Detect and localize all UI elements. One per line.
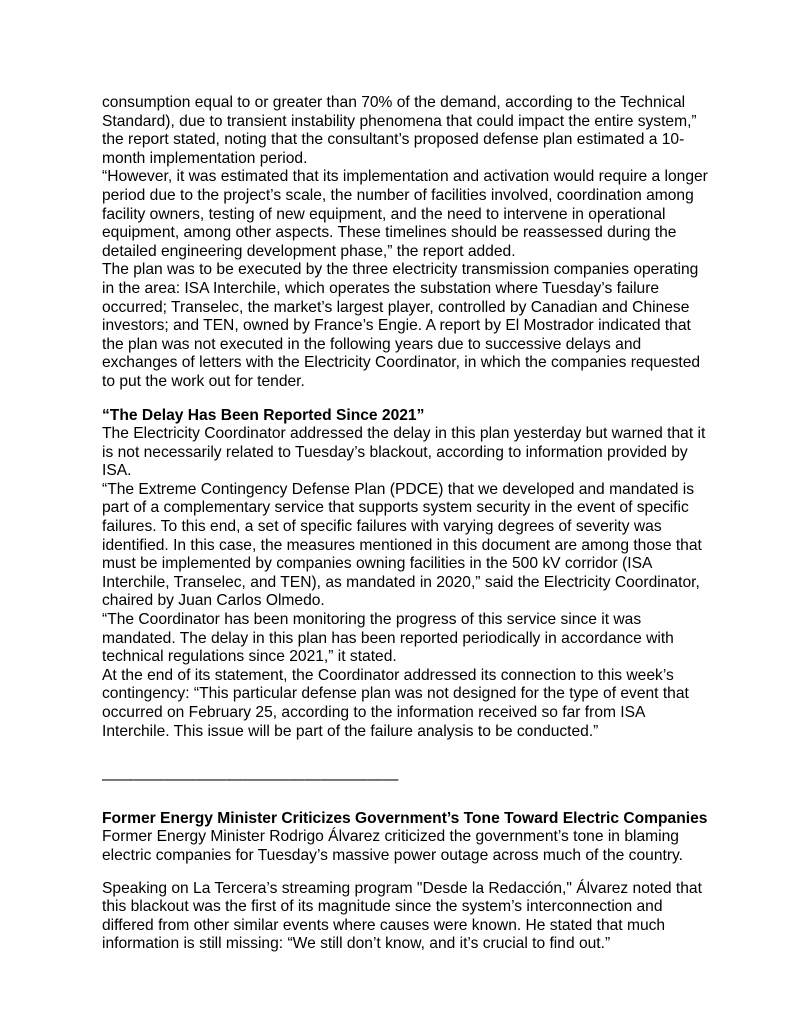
section-heading xyxy=(102,407,722,426)
paragraph xyxy=(102,261,722,391)
text-line: in the area: ISA Interchile, which operates the substation where Tuesday’s failure xyxy=(102,279,660,297)
text-line: the report stated, noting that the consultant’s proposed defense plan estimated a 10- xyxy=(102,131,685,149)
text-line: differed from other similar events where causes were known. He stated that much xyxy=(102,916,666,934)
text-line: ——————————————————— xyxy=(102,771,399,789)
text-line: “The Extreme Contingency Defense Plan (PDCE) that we developed and mandated is xyxy=(102,480,695,498)
text-line: occurred on February 25, according to the information received so far from ISA xyxy=(102,704,646,721)
text-line: Standard), due to transient instability phenomena that could impact the entire system,” xyxy=(102,112,697,130)
text-line: occurred; Transelec, the market’s largest player, controlled by Canadian and Chinese xyxy=(102,298,690,316)
text-line: Interchile. This issue will be part of the failure analysis to be conducted.” xyxy=(102,722,599,740)
text-line: Interchile, Transelec, and TEN), as mandated in 2020,” said the Electricity Coordinator, xyxy=(102,573,700,591)
text-line: “However, it was estimated that its implementation and activation would require a longer xyxy=(102,168,708,186)
text-line: The Electricity Coordinator addressed the delay in this plan yesterday but warned that it xyxy=(102,425,706,443)
paragraph xyxy=(102,425,722,481)
text-line: mandated. The delay in this plan has been reported periodically in accordance with xyxy=(102,629,674,647)
text-line: Former Energy Minister Criticizes Government’s Tone Toward Electric Companies xyxy=(102,809,708,827)
paragraph xyxy=(102,880,722,954)
text-line: detailed engineering development phase,” the report added. xyxy=(102,242,516,260)
document-body xyxy=(102,94,722,954)
paragraph xyxy=(102,94,722,168)
text-line: information is still missing: “We still don’t know, and it’s crucial to find out.” xyxy=(102,935,611,953)
text-line: “The Coordinator has been monitoring the progress of this service since it was xyxy=(102,611,642,629)
text-line: ISA. xyxy=(102,462,132,480)
text-line: consumption equal to or greater than 70% of the demand, according to the Technical xyxy=(102,94,686,111)
text-line: to put the work out for tender. xyxy=(102,372,305,390)
text-line: Speaking on La Tercera’s streaming program "Desde la Redacción," Álvarez noted that xyxy=(102,879,702,897)
text-line: must be implemented by companies owning facilities in the 500 kV corridor (ISA xyxy=(102,555,653,573)
paragraph xyxy=(102,611,722,667)
paragraph-spacer xyxy=(102,866,722,880)
text-line: failures. To this end, a set of specific failures with varying degrees of severity was xyxy=(102,518,662,536)
section-heading xyxy=(102,810,722,829)
paragraph xyxy=(102,667,722,741)
paragraph xyxy=(102,168,722,261)
text-line: technical regulations since 2021,” it stated. xyxy=(102,648,397,666)
text-line: At the end of its statement, the Coordinator addressed its connection to this week’s xyxy=(102,666,674,684)
text-line: the plan was not executed in the following years due to successive delays and xyxy=(102,335,642,353)
text-line: exchanges of letters with the Electricity Coordinator, in which the companies requested xyxy=(102,354,701,372)
text-line: contingency: “This particular defense plan was not designed for the type of event that xyxy=(102,685,689,703)
divider-rule xyxy=(102,771,722,790)
text-line: investors; and TEN, owned by France’s Engie. A report by El Mostrador indicated that xyxy=(102,317,691,335)
paragraph xyxy=(102,828,722,865)
text-line: this blackout was the first of its magnitude since the system’s interconnection and xyxy=(102,898,663,916)
text-line: month implementation period. xyxy=(102,149,308,167)
text-line: identified. In this case, the measures mentioned in this document are among those that xyxy=(102,536,702,554)
text-line: is not necessarily related to Tuesday’s blackout, according to information provided by xyxy=(102,443,688,461)
text-line: period due to the project’s scale, the number of facilities involved, coordination among xyxy=(102,186,694,204)
text-line: The plan was to be executed by the three electricity transmission companies operating xyxy=(102,261,699,279)
text-line: electric companies for Tuesday’s massive power outage across much of the country. xyxy=(102,846,683,864)
text-line: “The Delay Has Been Reported Since 2021” xyxy=(102,406,425,424)
text-line: part of a complementary service that supports system security in the event of specific xyxy=(102,499,689,517)
text-line: chaired by Juan Carlos Olmedo. xyxy=(102,592,325,610)
paragraph xyxy=(102,481,722,611)
text-line: Former Energy Minister Rodrigo Álvarez criticized the government’s tone in blaming xyxy=(102,828,679,846)
text-line: facility owners, testing of new equipment, and the need to intervene in operational xyxy=(102,205,666,223)
text-line: equipment, among other aspects. These timelines should be reassessed during the xyxy=(102,224,677,242)
